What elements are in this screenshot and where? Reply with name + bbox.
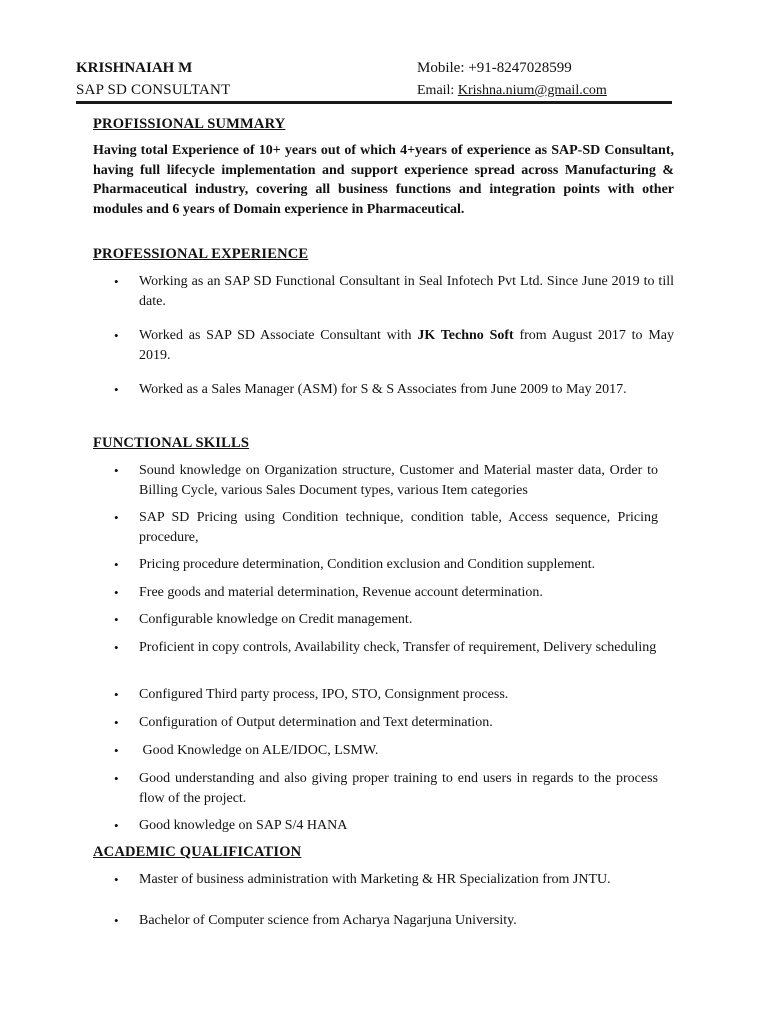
bullet-icon: • xyxy=(114,743,119,758)
bullet-icon: • xyxy=(114,557,119,572)
bullet-icon: • xyxy=(114,510,119,525)
bullet-icon: • xyxy=(114,771,119,786)
experience-item-text: Worked as SAP SD Associate Consultant with JK Techno Soft from August 2017 to May 2019. xyxy=(139,328,674,363)
bullet-icon: • xyxy=(114,640,119,655)
skill-item-text: Pricing procedure determination, Condition exclusion and Condition supplement. xyxy=(139,557,596,572)
skill-item-text: Good Knowledge on ALE/IDOC, LSMW. xyxy=(139,743,379,758)
summary-text: Having total Experience of 10+ years out of which 4+years of experience as SAP-SD Consultant, having full lifecycle implementation and support experience spread across Manufacturing & Pharmaceutical industry, covering all business functions and integration points with other modules and 6 years of Domain experience in Pharmaceutical. xyxy=(93,143,674,217)
skill-item-text: Sound knowledge on Organization structure, Customer and Material master data, Order to Billing Cycle, various Sales Document types, various Item categories xyxy=(139,463,658,498)
bullet-icon: • xyxy=(114,687,119,702)
skill-item-text: Good knowledge on SAP S/4 HANA xyxy=(139,818,348,833)
candidate-name: KRISHNAIAH M xyxy=(76,60,193,76)
experience-item-text: Worked as a Sales Manager (ASM) for S & S Associates from June 2009 to May 2017. xyxy=(139,382,627,397)
academic-heading: ACADEMIC QUALIFICATION xyxy=(93,844,302,860)
mobile-number: Mobile: +91-8247028599 xyxy=(417,60,572,76)
bullet-icon: • xyxy=(114,913,119,928)
skill-item-text: Configured Third party process, IPO, STO, Consignment process. xyxy=(139,687,509,702)
skill-item-text: Free goods and material determination, Revenue account determination. xyxy=(139,585,543,600)
academic-item-text: Bachelor of Computer science from Acharya Nagarjuna University. xyxy=(139,913,517,928)
bullet-icon: • xyxy=(114,328,119,343)
bullet-icon: • xyxy=(114,715,119,730)
academic-item-text: Master of business administration with Marketing & HR Specialization from JNTU. xyxy=(139,872,611,887)
email-link[interactable]: Krishna.nium@gmail.com xyxy=(457,83,607,98)
bullet-icon: • xyxy=(114,463,119,478)
summary-heading: PROFISSIONAL SUMMARY xyxy=(93,116,286,132)
bullet-icon: • xyxy=(114,585,119,600)
skills-heading: FUNCTIONAL SKILLS xyxy=(93,435,250,451)
candidate-role: SAP SD CONSULTANT xyxy=(76,82,231,98)
bullet-icon: • xyxy=(114,818,119,833)
experience-item-text: Working as an SAP SD Functional Consultant in Seal Infotech Pvt Ltd. Since June 2019 to till date. xyxy=(139,274,674,309)
bullet-icon: • xyxy=(114,612,119,627)
skill-item-text: Configuration of Output determination and Text determination. xyxy=(139,715,493,730)
bullet-icon: • xyxy=(114,382,119,397)
bullet-icon: • xyxy=(114,872,119,887)
header-divider xyxy=(76,101,672,104)
email-label: Email: xyxy=(417,83,458,98)
bullet-icon: • xyxy=(114,274,119,289)
skill-item-text: Good understanding and also giving proper training to end users in regards to the process flow of the project. xyxy=(139,771,658,806)
skill-item-text: SAP SD Pricing using Condition technique, condition table, Access sequence, Pricing procedure, xyxy=(139,510,658,545)
experience-heading: PROFESSIONAL EXPERIENCE xyxy=(93,246,309,262)
email-line xyxy=(417,82,607,100)
company-name: JK Techno Soft xyxy=(417,328,514,343)
skill-item-text: Proficient in copy controls, Availability check, Transfer of requirement, Delivery scheduling xyxy=(139,640,657,655)
skill-item-text: Configurable knowledge on Credit management. xyxy=(139,612,413,627)
